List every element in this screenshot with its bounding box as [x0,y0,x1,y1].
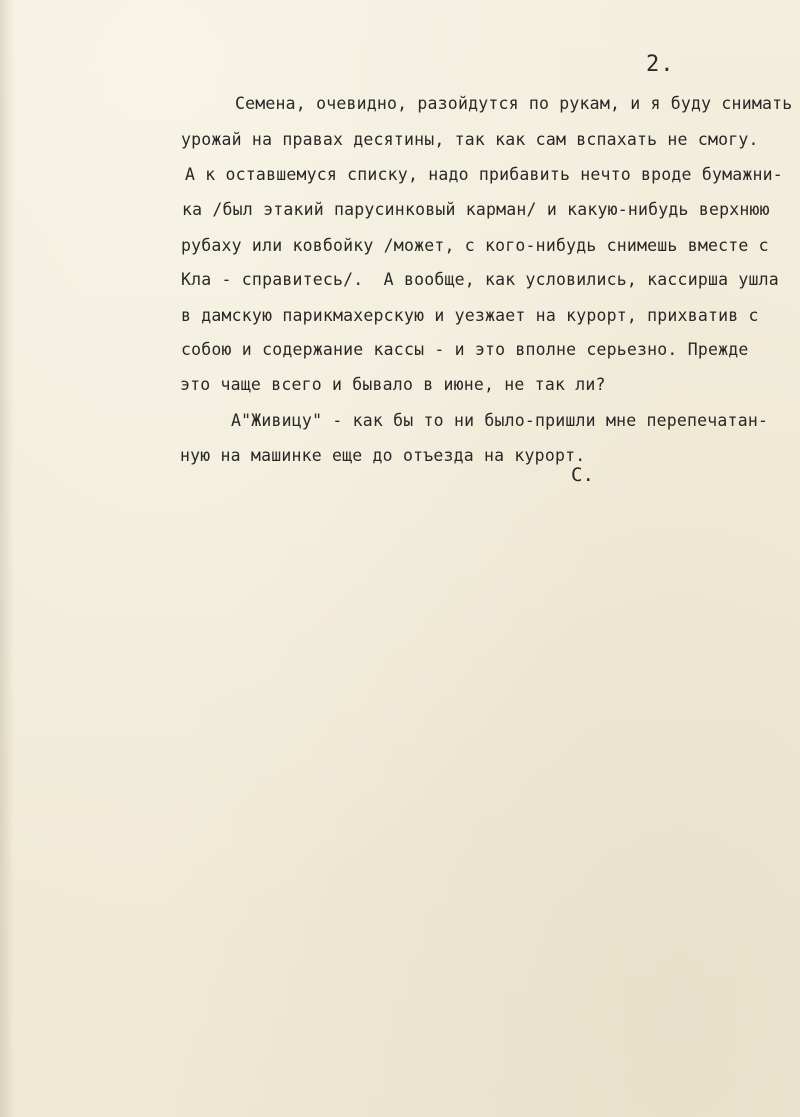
signature-initial: С. [571,464,594,486]
text-line-4: ка /был этакий парусинковый карман/ и какую-нибудь верхнюю [182,200,770,219]
text-line-11: ную на машинке еще до отъезда на курорт. [180,446,586,465]
text-line-6: Кла - справитесь/. А вообще, как условились, кассирша ушла [181,270,779,289]
page-edge-shadow [0,0,14,1117]
text-line-2: урожай на правах десятины, так как сам вспахать не смогу. [181,130,759,149]
text-line-3: А к оставшемуся списку, надо прибавить нечто вроде бумажни- [185,165,783,184]
text-line-5: рубаху или ковбойку /может, с кого-нибудь снимешь вместе с [181,236,769,255]
text-line-9: это чаще всего и бывало в июне, не так ли? [180,375,606,394]
text-line-7: в дамскую парикмахерскую и уезжает на курорт, прихватив с [181,306,759,325]
text-line-8: собою и содержание кассы - и это вполне серьезно. Прежде [181,340,749,359]
page-number: 2. [646,52,675,77]
text-line-10: А"Живицу" - как бы то ни было-пришли мне перепечатан- [231,411,769,430]
text-line-1: Семена, очевидно, разойдутся по рукам, и я буду снимать [235,94,793,113]
